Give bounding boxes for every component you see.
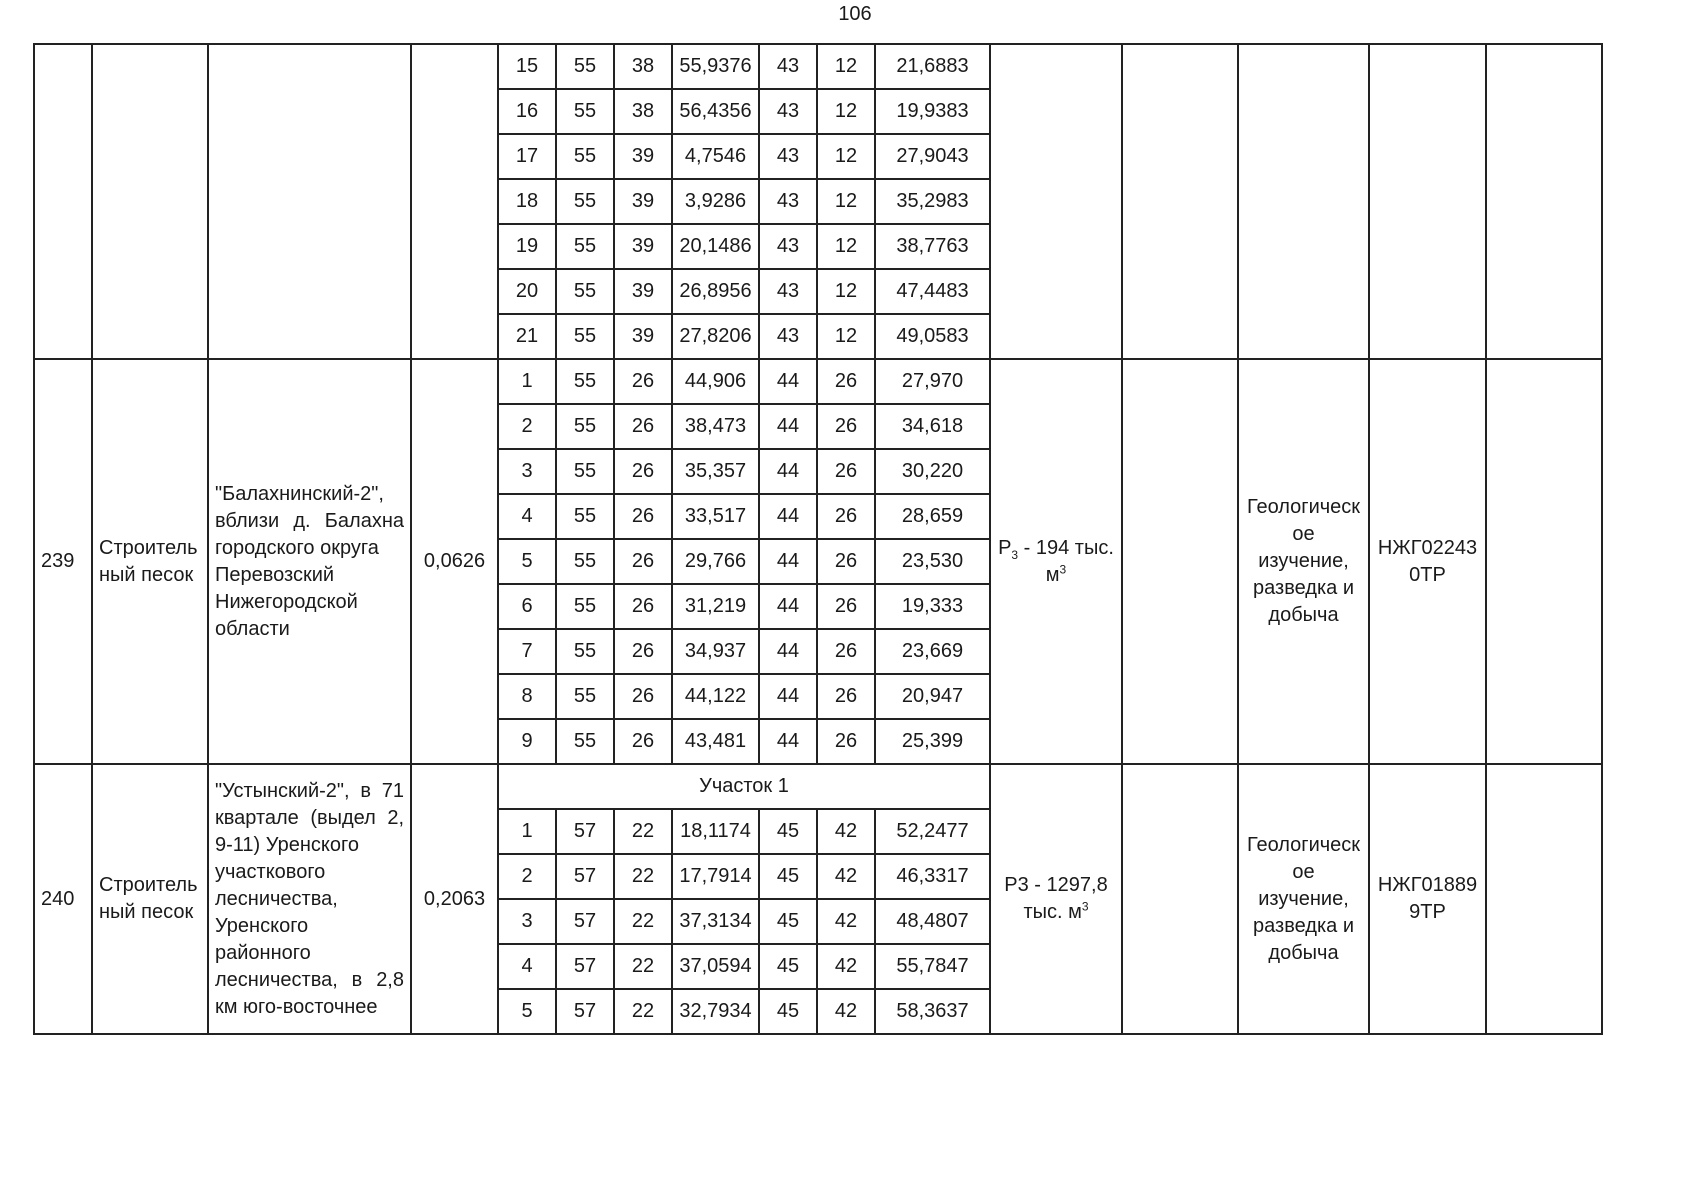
coord-cell: 38 (614, 89, 672, 134)
coord-cell: 45 (759, 854, 817, 899)
coord-cell: 52,2477 (875, 809, 990, 854)
coord-cell: 48,4807 (875, 899, 990, 944)
resources-superscript: 3 (1081, 899, 1089, 914)
coord-cell: 1 (498, 359, 556, 404)
coord-cell: 21,6883 (875, 44, 990, 89)
coord-cell: 3,9286 (672, 179, 759, 224)
area-cell: 0,0626 (411, 359, 498, 764)
coord-cell: 26 (817, 404, 875, 449)
coord-cell: 37,0594 (672, 944, 759, 989)
coord-cell: 47,4483 (875, 269, 990, 314)
row-number-cell: 240 (34, 764, 92, 1034)
coord-cell: 55 (556, 719, 614, 764)
coord-cell: 17,7914 (672, 854, 759, 899)
coord-cell: 15 (498, 44, 556, 89)
coord-cell: 43 (759, 179, 817, 224)
coord-cell: 34,937 (672, 629, 759, 674)
coord-cell: 55 (556, 494, 614, 539)
coord-cell: 3 (498, 449, 556, 494)
coord-cell: 39 (614, 134, 672, 179)
coord-cell: 42 (817, 899, 875, 944)
coord-cell: 19 (498, 224, 556, 269)
coord-cell: 57 (556, 854, 614, 899)
mineral-cell (92, 44, 208, 359)
coord-cell: 28,659 (875, 494, 990, 539)
coord-cell: 32,7934 (672, 989, 759, 1034)
coord-cell: 43 (759, 134, 817, 179)
mineral-cell: Строитель ный песок (92, 359, 208, 764)
table-row (34, 44, 1602, 89)
resources-subscript: 3 (1011, 547, 1019, 562)
coord-cell: 2 (498, 854, 556, 899)
coord-cell: 30,220 (875, 449, 990, 494)
coord-cell: 26 (817, 584, 875, 629)
coord-cell: 43 (759, 269, 817, 314)
coord-cell: 26 (614, 629, 672, 674)
coord-cell: 57 (556, 809, 614, 854)
coord-cell: 44 (759, 449, 817, 494)
coord-cell: 45 (759, 809, 817, 854)
coord-cell: 26 (614, 674, 672, 719)
coord-cell: 45 (759, 944, 817, 989)
coord-cell: 2 (498, 404, 556, 449)
coord-cell: 4 (498, 494, 556, 539)
resources-tail: - 194 тыс. (1018, 536, 1114, 559)
coord-cell: 19,9383 (875, 89, 990, 134)
coord-cell: 43 (759, 314, 817, 359)
license-cell (1369, 44, 1486, 359)
coord-cell: 38,7763 (875, 224, 990, 269)
purpose-cell: Геологическ ое изучение, разведка и добыча (1238, 764, 1369, 1034)
coord-cell: 27,970 (875, 359, 990, 404)
location-cell (208, 359, 411, 764)
deposit-registry-table (33, 43, 1603, 1035)
coord-cell: 39 (614, 314, 672, 359)
coord-cell: 55 (556, 359, 614, 404)
coord-cell: 39 (614, 224, 672, 269)
row-number-cell: 239 (34, 359, 92, 764)
coord-cell: 44,906 (672, 359, 759, 404)
coord-cell: 26 (817, 494, 875, 539)
coord-cell: 23,530 (875, 539, 990, 584)
location-line: "Устынский-2", в 71 квартале (выдел 2, 9-11) Уренского (215, 779, 404, 856)
coord-cell: 17 (498, 134, 556, 179)
coord-cell: 44 (759, 539, 817, 584)
coord-cell: 12 (817, 89, 875, 134)
last-cell (1486, 359, 1602, 764)
coord-cell: 55 (556, 449, 614, 494)
coord-cell: 26 (614, 404, 672, 449)
coord-cell: 12 (817, 134, 875, 179)
coord-cell: 26 (817, 359, 875, 404)
coord-cell: 26 (817, 674, 875, 719)
area-cell (411, 44, 498, 359)
coord-cell: 22 (614, 989, 672, 1034)
coord-cell: 21 (498, 314, 556, 359)
last-cell (1486, 764, 1602, 1034)
coord-cell: 26 (614, 539, 672, 584)
coord-cell: 44 (759, 404, 817, 449)
coord-cell: 39 (614, 269, 672, 314)
extra-cell (1122, 764, 1238, 1034)
last-cell (1486, 44, 1602, 359)
coord-cell: 26 (614, 719, 672, 764)
coord-cell: 35,2983 (875, 179, 990, 224)
location-line: Уренского (215, 914, 309, 937)
coord-cell: 7 (498, 629, 556, 674)
coord-cell: 22 (614, 809, 672, 854)
coord-cell: 9 (498, 719, 556, 764)
registry-body (34, 44, 1602, 1034)
coord-cell: 44 (759, 719, 817, 764)
coord-cell: 22 (614, 854, 672, 899)
coord-cell: 44 (759, 629, 817, 674)
coord-cell: 8 (498, 674, 556, 719)
coord-cell: 38,473 (672, 404, 759, 449)
coord-cell: 57 (556, 944, 614, 989)
license-cell: НЖГ02243 0ТР (1369, 359, 1486, 764)
coord-cell: 4 (498, 944, 556, 989)
coord-cell: 26 (817, 539, 875, 584)
row-number-cell (34, 44, 92, 359)
coord-cell: 45 (759, 899, 817, 944)
coord-cell: 26 (817, 719, 875, 764)
coord-cell: 55 (556, 404, 614, 449)
coord-cell: 49,0583 (875, 314, 990, 359)
coord-cell: 55 (556, 44, 614, 89)
coord-cell: 55 (556, 314, 614, 359)
coord-cell: 55,9376 (672, 44, 759, 89)
location-line: районного (215, 941, 311, 964)
area-cell: 0,2063 (411, 764, 498, 1034)
coord-cell: 12 (817, 314, 875, 359)
location-line: лесничества, (215, 887, 338, 910)
location-line: участкового (215, 860, 326, 883)
coord-cell: 31,219 (672, 584, 759, 629)
coord-cell: 55 (556, 179, 614, 224)
extra-cell (1122, 44, 1238, 359)
table-row (34, 359, 1602, 404)
coord-cell: 39 (614, 179, 672, 224)
coord-cell: 18,1174 (672, 809, 759, 854)
coord-cell: 45 (759, 989, 817, 1034)
coord-cell: 20,1486 (672, 224, 759, 269)
coord-cell: 46,3317 (875, 854, 990, 899)
coord-cell: 22 (614, 899, 672, 944)
coord-cell: 5 (498, 539, 556, 584)
coord-cell: 26 (614, 494, 672, 539)
resources-cell (990, 359, 1122, 764)
coord-cell: 55 (556, 584, 614, 629)
coord-cell: 42 (817, 989, 875, 1034)
resources-superscript: 3 (1059, 561, 1067, 576)
coord-cell: 44 (759, 359, 817, 404)
location-line: области (215, 617, 290, 640)
coord-cell: 12 (817, 44, 875, 89)
coord-cell: 55 (556, 134, 614, 179)
coord-cell: 55 (556, 89, 614, 134)
coord-cell: 3 (498, 899, 556, 944)
resources-cell (990, 44, 1122, 359)
coord-cell: 27,8206 (672, 314, 759, 359)
location-line: лесничества, в 2,8 км юго-восточнее (215, 968, 404, 1018)
location-cell (208, 44, 411, 359)
coord-cell: 18 (498, 179, 556, 224)
coord-cell: 29,766 (672, 539, 759, 584)
coord-cell: 42 (817, 809, 875, 854)
coord-cell: 42 (817, 854, 875, 899)
coord-cell: 23,669 (875, 629, 990, 674)
coord-cell: 4,7546 (672, 134, 759, 179)
coord-cell: 25,399 (875, 719, 990, 764)
coord-cell: 6 (498, 584, 556, 629)
coord-cell: 5 (498, 989, 556, 1034)
table-row (34, 764, 1602, 809)
coord-cell: 56,4356 (672, 89, 759, 134)
resources-unit: м (1045, 563, 1060, 586)
coord-cell: 26 (614, 584, 672, 629)
resources-main: P3 - 1297,8 (1004, 874, 1108, 896)
purpose-cell: Геологическ ое изучение, разведка и добыча (1238, 359, 1369, 764)
coord-cell: 43,481 (672, 719, 759, 764)
coord-cell: 43 (759, 224, 817, 269)
coord-cell: 33,517 (672, 494, 759, 539)
coord-cell: 26 (817, 629, 875, 674)
coord-cell: 44,122 (672, 674, 759, 719)
coord-cell: 55 (556, 629, 614, 674)
coord-cell: 38 (614, 44, 672, 89)
coord-cell: 16 (498, 89, 556, 134)
coord-cell: 12 (817, 224, 875, 269)
coord-cell: 26 (817, 449, 875, 494)
coord-cell: 12 (817, 269, 875, 314)
coord-cell: 43 (759, 89, 817, 134)
coord-cell: 44 (759, 494, 817, 539)
coord-cell: 43 (759, 44, 817, 89)
coord-cell: 34,618 (875, 404, 990, 449)
coord-cell: 58,3637 (875, 989, 990, 1034)
purpose-cell (1238, 44, 1369, 359)
coord-cell: 55 (556, 269, 614, 314)
location-line: "Балахнинский-2", вблизи д. Балахна городского округа (215, 482, 404, 559)
coord-cell: 20 (498, 269, 556, 314)
coord-cell: 57 (556, 899, 614, 944)
coord-cell: 44 (759, 584, 817, 629)
coord-cell: 20,947 (875, 674, 990, 719)
section-title-cell: Участок 1 (498, 764, 990, 809)
mineral-cell: Строитель ный песок (92, 764, 208, 1034)
coord-cell: 55 (556, 674, 614, 719)
page-number: 106 (838, 3, 872, 25)
coord-cell: 55 (556, 539, 614, 584)
coord-cell: 26,8956 (672, 269, 759, 314)
coord-cell: 37,3134 (672, 899, 759, 944)
coord-cell: 19,333 (875, 584, 990, 629)
coord-cell: 12 (817, 179, 875, 224)
resources-main: P (998, 536, 1012, 559)
extra-cell (1122, 359, 1238, 764)
coord-cell: 42 (817, 944, 875, 989)
coord-cell: 22 (614, 944, 672, 989)
coord-cell: 44 (759, 674, 817, 719)
coord-cell: 1 (498, 809, 556, 854)
location-line: Перевозский (215, 563, 335, 586)
location-cell (208, 764, 411, 1034)
coord-cell: 55 (556, 224, 614, 269)
license-cell: НЖГ01889 9ТР (1369, 764, 1486, 1034)
coord-cell: 55,7847 (875, 944, 990, 989)
coord-cell: 26 (614, 359, 672, 404)
location-line: Нижегородской (215, 590, 358, 613)
resources-unit: тыс. м (1023, 901, 1082, 923)
coord-cell: 27,9043 (875, 134, 990, 179)
coord-cell: 26 (614, 449, 672, 494)
coord-cell: 57 (556, 989, 614, 1034)
resources-cell (990, 764, 1122, 1034)
coord-cell: 35,357 (672, 449, 759, 494)
